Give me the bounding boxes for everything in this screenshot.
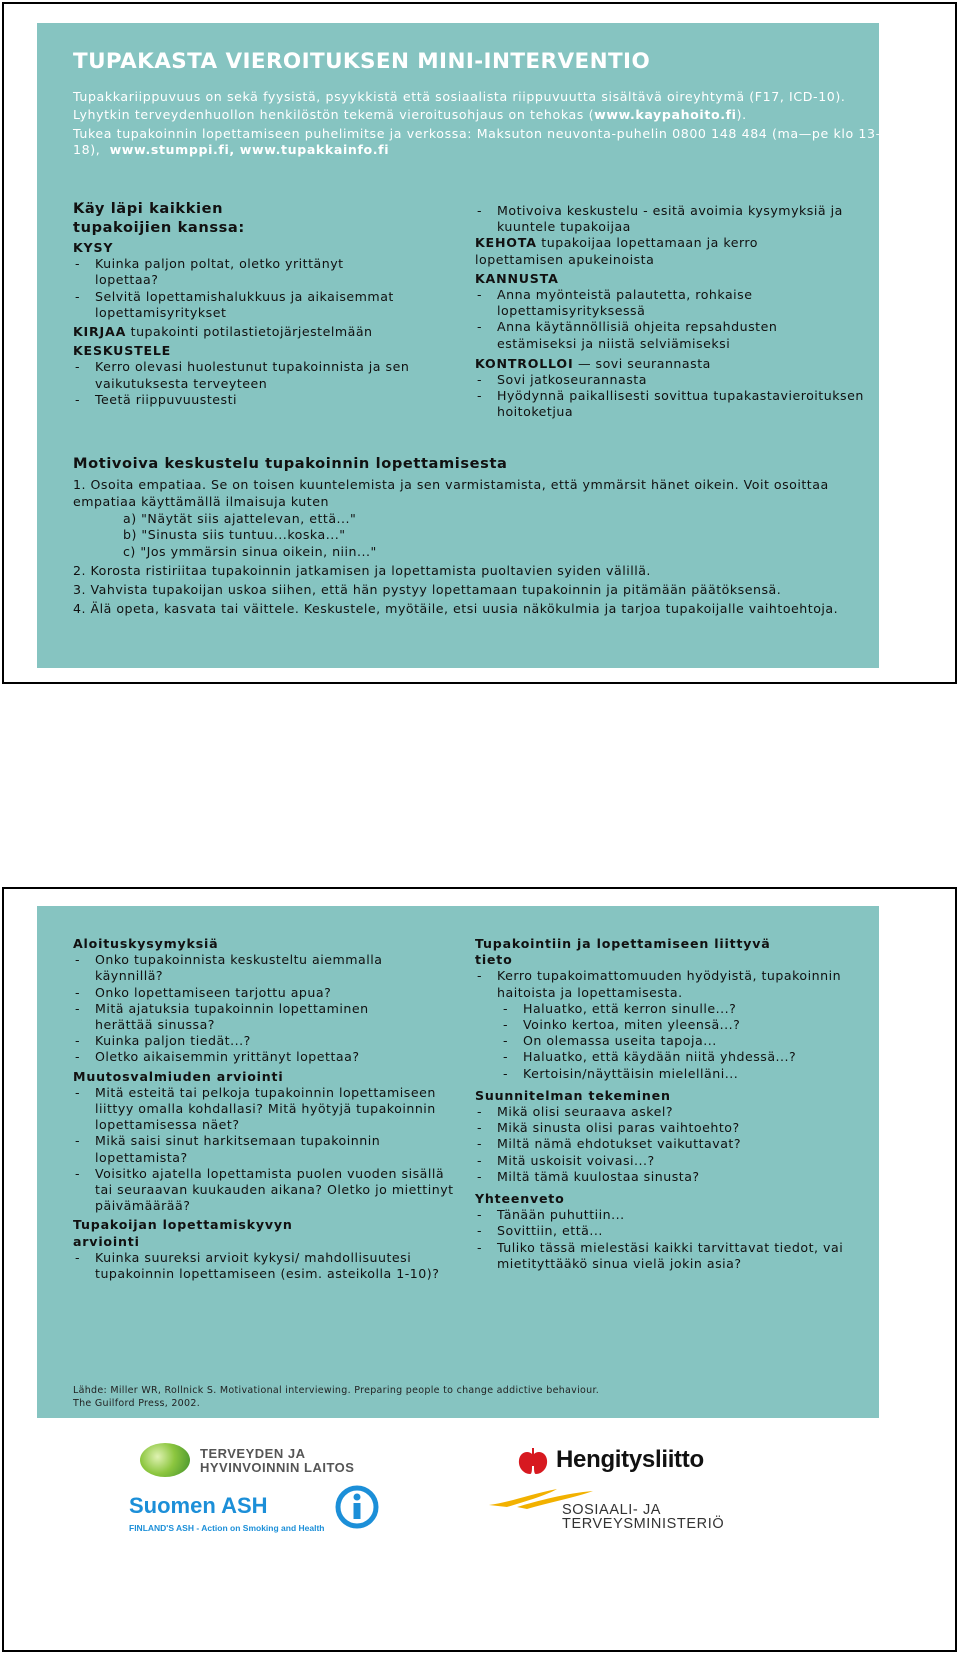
lungs-icon: [516, 1446, 550, 1476]
kontrolloi-list: [475, 372, 865, 421]
thl-line-1: TERVEYDEN JA: [200, 1446, 306, 1461]
suomen-ash-logo: [129, 1485, 449, 1535]
list-item: - Onko lopettamiseen tarjottu apua?: [73, 985, 453, 1001]
list-item: - Kuinka paljon poltat, oletko yrittänyt lopettaa?: [73, 256, 385, 288]
kysy-heading: KYSY: [73, 240, 114, 255]
intro-paragraph-1: Tupakkariippuvuus on sekä fyysistä, psyykkistä että sosiaalista riippuvuutta sisältävä oireyhtymä (F17, ICD-10).: [73, 89, 846, 104]
suunnitelma-list: [475, 1104, 865, 1185]
stm-line-1: SOSIAALI- JA: [562, 1502, 662, 1518]
tieto-heading: Tupakointiin ja lopettamiseen liittyvä tieto: [475, 936, 771, 968]
aloitus-list: [73, 952, 453, 1065]
intro-2-end: ).: [736, 107, 747, 123]
step-1a: a) "Näytät siis ajattelevan, että...": [123, 510, 357, 526]
page-2-frame: [2, 887, 957, 1652]
left-column: [73, 933, 453, 1282]
stm-logo-text: [562, 1503, 724, 1531]
thl-line-2: HYVINVOINNIN LAITOS: [200, 1460, 355, 1475]
left-column: [73, 199, 443, 408]
right-column: [475, 203, 865, 421]
stumppi-links[interactable]: www.stumppi.fi, www.tupakkainfo.fi: [109, 142, 390, 158]
step-1c: c) "Jos ymmärsin sinua oikein, niin...": [123, 544, 377, 560]
list-item: - Selvitä lopettamishalukkuus ja aikaisemmat lopettamisyritykset: [73, 289, 435, 321]
muutos-list: [73, 1085, 453, 1215]
kannusta-heading: KANNUSTA: [475, 270, 559, 286]
list-item: - Kuinka suureksi arvioit kykysi/ mahdollisuutesi tupakoinnin lopettamiseen (esim. asteikolla 1-10)?: [73, 1250, 465, 1282]
motivoiva-list: [475, 203, 865, 235]
step-1: 1. Osoita empatiaa. Se on toisen kuuntelemista ja sen varmistamista, että ymmärsit hänet oikein. Voit osoittaa empatiaa käyttämällä ilmaisuja kuten: [73, 477, 829, 509]
list-item: - Anna käytännöllisiä ohjeita repsahdusten estämiseksi ja niistä selviämiseksi: [475, 319, 827, 351]
list-item: - Kuinka paljon tiedät...?: [73, 1033, 453, 1049]
page-1-frame: [2, 2, 957, 684]
kaypahoito-link[interactable]: www.kaypahoito.fi: [594, 107, 737, 123]
kirjaa-heading: KIRJAA: [73, 324, 127, 340]
list-item: - On olemassa useita tapoja...: [475, 1033, 865, 1049]
keskustele-heading: KESKUSTELE: [73, 343, 172, 359]
suomen-ash-subtitle: FINLAND'S ASH - Action on Smoking and Health: [129, 1523, 325, 1533]
kontrolloi-text: — sovi seurannasta: [573, 355, 711, 371]
list-item: - Haluatko, että kerron sinulle...?: [475, 1001, 865, 1017]
intro-paragraph-3: [73, 126, 893, 159]
kyky-heading: Tupakoijan lopettamiskyvyn arviointi: [73, 1217, 293, 1249]
list-item: - Kertoisin/näyttäisin mielelläni...: [475, 1066, 865, 1082]
step-2: 2. Korosta ristiriitaa tupakoinnin jatkamisen ja lopettamista puoltavien syiden välillä.: [73, 562, 651, 578]
list-item: - Miltä nämä ehdotukset vaikuttavat?: [475, 1136, 777, 1152]
thl-logo-text: [200, 1447, 354, 1475]
list-item: - Voinko kertoa, miten yleensä...?: [475, 1017, 865, 1033]
list-item: - Kerro tupakoimattomuuden hyödyistä, tupakoinnin haitoista ja lopettamisesta.: [475, 968, 857, 1000]
list-item: - Tuliko tässä mielestäsi kaikki tarvittavat tiedot, vai mietityttääkö sinua vielä jokin asia?: [475, 1240, 857, 1272]
yhteenveto-list: [475, 1207, 865, 1272]
kysy-list: [73, 256, 443, 321]
page-2-card: [37, 906, 879, 1418]
source-citation: [73, 1384, 599, 1410]
list-item: - Anna myönteistä palautetta, rohkaise lopettamisyrityksessä: [475, 287, 865, 319]
intro-2-text: Lyhytkin terveydenhuollon henkilöstön tekemä vieroitusohjaus on tehokas (: [73, 107, 595, 123]
intro-3-text: Tukea tupakoinnin lopettamiseen puhelimitse ja verkossa: Maksuton neuvonta-puhelin 0800 148 484 (ma—pe klo 13—18),: [73, 125, 889, 158]
tieto-sublist: [475, 1001, 865, 1082]
list-item: - Mitä ajatuksia tupakoinnin lopettaminen herättää sinussa?: [73, 1001, 415, 1033]
kyky-list: [73, 1250, 453, 1282]
list-item: - Mikä olisi seuraava askel?: [475, 1104, 865, 1120]
kehota-heading: KEHOTA: [475, 235, 537, 251]
kannusta-list: [475, 287, 865, 352]
step-1b: b) "Sinusta siis tuntuu...koska...": [123, 527, 346, 543]
keskustele-list: [73, 359, 443, 408]
intro-paragraph-2: [73, 107, 893, 123]
kirjaa-line: [73, 324, 443, 340]
list-item: - Mikä sinusta olisi paras vaihtoehto?: [475, 1120, 865, 1136]
motivoiva-heading: Motivoiva keskustelu tupakoinnin lopettamisesta: [73, 455, 508, 472]
thl-leaf-icon: [140, 1443, 190, 1477]
page-title: TUPAKASTA VIEROITUKSEN MINI-INTERVENTIO: [73, 49, 651, 74]
yhteenveto-heading: Yhteenveto: [475, 1191, 565, 1207]
list-item: - Tänään puhuttiin...: [475, 1207, 865, 1223]
kirjaa-text: tupakointi potilastietojärjestelmään: [126, 324, 373, 340]
step-4: 4. Älä opeta, kasvata tai väittele. Keskustele, myötäile, etsi uusia näkökulmia ja tarjoa tupakoijalle vaihtoehtoja.: [73, 600, 839, 616]
suunnitelma-heading: Suunnitelman tekeminen: [475, 1087, 671, 1103]
list-item: - Kerro olevasi huolestunut tupakoinnista ja sen vaikutuksesta terveyteen: [73, 359, 445, 391]
stm-logo: [487, 1485, 807, 1535]
list-item: - Oletko aikaisemmin yrittänyt lopettaa?: [73, 1049, 405, 1065]
kehota-text: tupakoijaa lopettamaan ja kerro lopettamisen apukeinoista: [475, 235, 759, 267]
source-line-2: The Guilford Press, 2002.: [73, 1398, 201, 1409]
kontrolloi-line: [475, 356, 865, 372]
list-item: - Hyödynnä paikallisesti sovittua tupakastavieroituksen hoitoketjua: [475, 388, 865, 420]
info-icon: [335, 1485, 379, 1529]
list-item: - Onko tupakoinnista keskusteltu aiemmalla käynnillä?: [73, 952, 395, 984]
suomen-ash-text: Suomen ASH: [129, 1493, 268, 1518]
tieto-list: [475, 968, 865, 1000]
right-column: [475, 933, 865, 1272]
stm-line-2: TERVEYSMINISTERIÖ: [562, 1516, 725, 1532]
kontrolloi-heading: KONTROLLOI: [475, 355, 574, 371]
list-item: - Teetä riippuvuustesti: [73, 392, 443, 408]
intro-text: [73, 89, 893, 161]
list-item: - Mitä esteitä tai pelkoja tupakoinnin lopettamiseen liittyy omalla kohdallasi? Mitä hyötyjä tupakoinnin lopettamisessa näet?: [73, 1085, 440, 1134]
aloitus-heading: Aloituskysymyksiä: [73, 936, 219, 951]
left-heading: Käy läpi kaikkien tupakoijien kanssa:: [73, 200, 245, 236]
hengitysliitto-logo: [516, 1444, 816, 1480]
kehota-line: [475, 235, 815, 267]
thl-logo: [140, 1441, 440, 1481]
list-item: - Sovittiin, että...: [475, 1223, 865, 1239]
step-3: 3. Vahvista tupakoijan uskoa siihen, että hän pystyy lopettamaan tupakoinnin ja pitämään päätöksensä.: [73, 581, 782, 597]
hengitysliitto-text: Hengitysliitto: [556, 1446, 704, 1473]
list-item: - Voisitko ajatella lopettamista puolen vuoden sisällä tai seuraavan kuukauden aikana? Oletko jo miettinyt päivämäärää?: [73, 1166, 455, 1215]
list-item: - Miltä tämä kuulostaa sinusta?: [475, 1169, 865, 1185]
motivoiva-steps: [73, 477, 893, 617]
list-item: - Motivoiva keskustelu - esitä avoimia kysymyksiä ja kuuntele tupakoijaa: [475, 203, 865, 235]
list-item: - Mitä uskoisit voivasi...?: [475, 1153, 865, 1169]
source-line-1: Lähde: Miller WR, Rollnick S. Motivational interviewing. Preparing people to change addictive behaviour.: [73, 1385, 600, 1396]
muutos-heading: Muutosvalmiuden arviointi: [73, 1068, 284, 1084]
list-item: - Haluatko, että käydään niitä yhdessä...?: [475, 1049, 813, 1065]
list-item: - Sovi jatkoseurannasta: [475, 372, 865, 388]
list-item: - Mikä saisi sinut harkitsemaan tupakoinnin lopettamista?: [73, 1133, 395, 1165]
page-1-card: [37, 23, 889, 668]
